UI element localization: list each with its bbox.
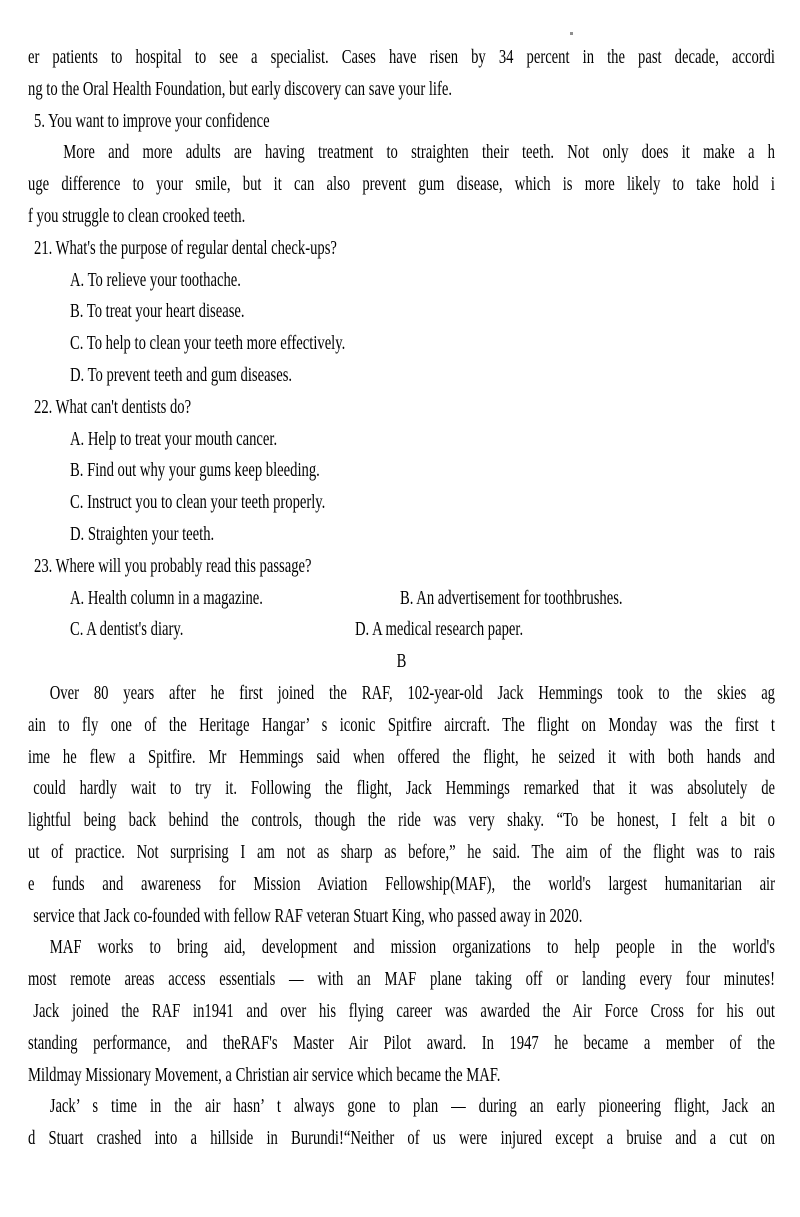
passage-b-text-line: Over 80 years after he first joined the RAF, 102-year-old Jack Hemmings took to the skies ag [49,682,775,704]
passage-b-text-line: Mildmay Missionary Movement, a Christian air service which became the MAF. [28,1064,501,1086]
passage-a-text-line: f you struggle to clean crooked teeth. [28,205,246,227]
passage-a-text-line: ng to the Oral Health Foundation, but early discovery can save your life. [28,78,453,100]
passage-b-text-line: service that Jack co-founded with fellow RAF veteran Stuart King, who passed away in 2020. [33,905,583,927]
option-22-b: B. Find out why your gums keep bleeding. [70,460,320,482]
question-21: 21. What's the purpose of regular dental check-ups? [34,237,337,259]
options-23-ab [70,583,775,615]
passage-b-text-line: ain to fly one of the Heritage Hangar’ s iconic Spitfire aircraft. The flight on Monday was the first t [28,714,775,736]
stray-dot-artifact [570,32,573,35]
option-21-c: C. To help to clean your teeth more effectively. [70,333,346,355]
option-21-a: A. To relieve your toothache. [70,269,241,291]
passage-b-text-line: lightful being back behind the controls, though the ride was very shaky. “To be honest, I felt a bit o [28,810,775,832]
option-right: B. An advertisement for toothbrushes. [400,587,623,609]
passage-b-text-line: MAF works to bring aid, development and mission organizations to help people in the world's [49,937,775,959]
passage-b-text-line: ime he flew a Spitfire. Mr Hemmings said when offered the flight, he seized it with both hands and [28,746,775,768]
passage-a-text-line: More and more adults are having treatment to straighten their teeth. Not only does it make a h [63,142,775,164]
passage-b-text-line: most remote areas access essentials — with an MAF plane taking off or landing every four minutes! [28,969,775,991]
question-23: 23. Where will you probably read this passage? [34,555,312,577]
text-block [28,42,775,1155]
passage-b-text-line: d Stuart crashed into a hillside in Burundi!“Neither of us were injured except a bruise and a cut on [28,1128,775,1150]
option-21-d: D. To prevent teeth and gum diseases. [70,364,293,386]
passage-b-text-line: Jack’ s time in the air hasn’ t always gone to plan — during an early pioneering flight, Jack an [49,1096,775,1118]
passage-b-text-line: Jack joined the RAF in1941 and over his flying career was awarded the Air Force Cross for his out [33,1000,775,1022]
options-23-cd [70,614,775,646]
option-right: D. A medical research paper. [355,619,524,641]
passage-b-text-line: standing performance, and theRAF's Master Air Pilot award. In 1947 he became a member of the [28,1032,775,1054]
option-22-c: C. Instruct you to clean your teeth properly. [70,492,326,514]
list-item-5: 5. You want to improve your confidence [34,110,270,132]
passage-b-text-line: could hardly wait to try it. Following the flight, Jack Hemmings remarked that it was absolutely de [33,778,775,800]
passage-a-text-line: er patients to hospital to see a specialist. Cases have risen by 34 percent in the past decade, accordi [28,47,775,68]
option-22-d: D. Straighten your teeth. [70,523,215,545]
option-21-b: B. To treat your heart disease. [70,301,245,323]
section-heading-b: B [396,651,407,673]
question-22: 22. What can't dentists do? [34,396,192,418]
passage-b-text-line: e funds and awareness for Mission Aviation Fellowship(MAF), the world's largest humanitarian air [28,873,775,895]
option-left: A. Health column in a magazine. [70,587,263,609]
passage-a-text-line: uge difference to your smile, but it can also prevent gum disease, which is more likely to take hold i [28,174,775,196]
option-left: C. A dentist's diary. [70,619,184,641]
passage-b-text-line: ut of practice. Not surprising I am not as sharp as before,” he said. The aim of the flight was to rais [28,841,775,863]
option-22-a: A. Help to treat your mouth cancer. [70,428,278,450]
